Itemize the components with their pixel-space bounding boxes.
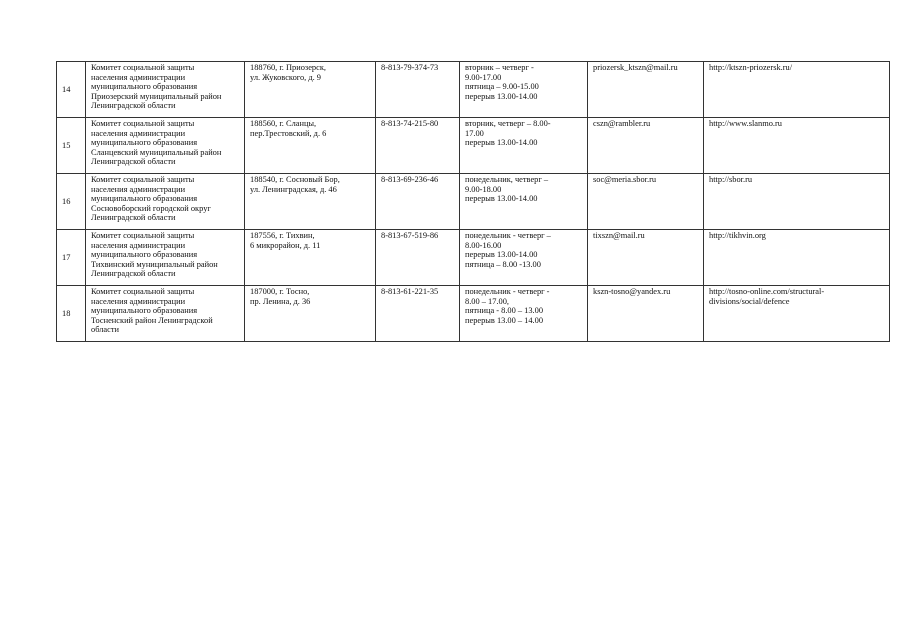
organization-cell-line: муниципального образования <box>91 250 198 260</box>
address-cell <box>245 118 376 174</box>
organization-cell-line: муниципального образования <box>91 306 198 316</box>
phone-cell: 8-813-69-236-46 <box>376 174 460 230</box>
table-row <box>57 230 890 286</box>
phone-cell: 8-813-61-221-35 <box>376 286 460 342</box>
organization-cell-line: населения администрации <box>91 72 186 82</box>
address-cell-line: 187556, г. Тихвин, <box>250 231 315 240</box>
website-cell <box>704 118 890 174</box>
schedule-cell-line: понедельник - четверг - <box>465 287 550 296</box>
table-row <box>57 286 890 342</box>
schedule-cell <box>460 118 588 174</box>
phone-cell: 8-813-79-374-73 <box>376 62 460 118</box>
organization-cell <box>86 174 245 230</box>
website-cell-line: http://www.slanmo.ru <box>709 119 782 128</box>
row-number: 17 <box>57 230 86 286</box>
table-body <box>57 62 890 342</box>
schedule-cell-line: 9.00-17.00 <box>465 72 502 82</box>
organization-cell-line: Комитет социальной защиты <box>91 287 195 296</box>
organization-cell-line: Ленинградской области <box>91 213 176 223</box>
address-cell-line: 6 микрорайон, д. 11 <box>250 240 321 250</box>
organization-cell-line: Комитет социальной защиты <box>91 63 195 72</box>
website-cell <box>704 62 890 118</box>
address-cell-line: пер.Трестовский, д. 6 <box>250 128 327 138</box>
address-cell <box>245 174 376 230</box>
address-cell-line: ул. Жуковского, д. 9 <box>250 72 321 82</box>
organization-cell-line: Ленинградской области <box>91 269 176 279</box>
website-cell-line: http://sbor.ru <box>709 175 753 184</box>
address-cell <box>245 62 376 118</box>
organization-cell-line: Комитет социальной защиты <box>91 119 195 128</box>
schedule-cell-line: пятница - 8.00 – 13.00 <box>465 306 544 316</box>
address-cell-line: пр. Ленина, д. 36 <box>250 296 311 306</box>
organization-cell-line: Тихвинский муниципальный район <box>91 259 218 269</box>
email-cell: tixszn@mail.ru <box>588 230 704 286</box>
address-cell-line: 188560, г. Сланцы, <box>250 119 317 128</box>
website-cell-line: divisions/social/defence <box>709 296 790 306</box>
schedule-cell <box>460 62 588 118</box>
organization-cell-line: Сосновоборский городской округ <box>91 203 211 213</box>
address-cell-line: ул. Ленинградская, д. 46 <box>250 184 337 194</box>
organization-cell <box>86 286 245 342</box>
website-cell-line: http://tikhvin.org <box>709 231 766 240</box>
email-cell: cszn@rambler.ru <box>588 118 704 174</box>
schedule-cell-line: пятница – 8.00 -13.00 <box>465 259 541 269</box>
organization-cell-line: населения администрации <box>91 296 186 306</box>
schedule-cell-line: перерыв 13.00-14.00 <box>465 250 538 260</box>
table-row <box>57 62 890 118</box>
website-cell-line: http://ktszn-priozersk.ru/ <box>709 63 793 72</box>
phone-cell: 8-813-74-215-80 <box>376 118 460 174</box>
schedule-cell-line: перерыв 13.00-14.00 <box>465 91 538 101</box>
schedule-cell <box>460 286 588 342</box>
organization-cell-line: Ленинградской области <box>91 101 176 111</box>
row-number: 18 <box>57 286 86 342</box>
schedule-cell-line: 8.00 – 17.00, <box>465 296 509 306</box>
schedule-cell-line: перерыв 13.00-14.00 <box>465 194 538 204</box>
organization-cell-line: муниципального образования <box>91 194 198 204</box>
address-cell-line: 187000, г. Тосно, <box>250 287 310 296</box>
organization-cell-line: Комитет социальной защиты <box>91 231 195 240</box>
organization-cell-line: Приозерский муниципальный район <box>91 91 222 101</box>
address-cell-line: 188760, г. Приозерск, <box>250 63 326 72</box>
document-page <box>56 61 889 342</box>
email-cell: soc@meria.sbor.ru <box>588 174 704 230</box>
website-cell <box>704 174 890 230</box>
organization-cell-line: муниципального образования <box>91 82 198 92</box>
organization-cell-line: области <box>91 325 119 335</box>
schedule-cell-line: вторник – четверг - <box>465 63 534 72</box>
schedule-cell-line: понедельник - четверг – <box>465 231 551 240</box>
address-cell <box>245 286 376 342</box>
website-cell-line: http://tosno-online.com/structural- <box>709 287 825 296</box>
schedule-cell-line: 8.00-16.00 <box>465 240 502 250</box>
organization-cell <box>86 118 245 174</box>
schedule-cell-line: 17.00 <box>465 128 484 138</box>
row-number: 16 <box>57 174 86 230</box>
schedule-cell-line: понедельник, четверг – <box>465 175 549 184</box>
organization-cell-line: населения администрации <box>91 240 186 250</box>
row-number: 15 <box>57 118 86 174</box>
schedule-cell-line: перерыв 13.00-14.00 <box>465 138 538 148</box>
organization-cell <box>86 62 245 118</box>
email-cell: kszn-tosno@yandex.ru <box>588 286 704 342</box>
organization-cell-line: населения администрации <box>91 128 186 138</box>
table-row <box>57 118 890 174</box>
organization-cell-line: муниципального образования <box>91 138 198 148</box>
address-cell-line: 188540, г. Сосновый Бор, <box>250 175 340 184</box>
organization-cell-line: Сланцевский муниципальный район <box>91 147 222 157</box>
organization-cell-line: Ленинградской области <box>91 157 176 167</box>
schedule-cell <box>460 230 588 286</box>
phone-cell: 8-813-67-519-86 <box>376 230 460 286</box>
organization-cell-line: Комитет социальной защиты <box>91 175 195 184</box>
schedule-cell-line: вторник, четверг – 8.00- <box>465 119 551 128</box>
schedule-cell <box>460 174 588 230</box>
schedule-cell-line: пятница – 9.00-15.00 <box>465 82 539 92</box>
organization-cell <box>86 230 245 286</box>
contacts-table <box>56 61 890 342</box>
email-cell: priozersk_ktszn@mail.ru <box>588 62 704 118</box>
website-cell <box>704 230 890 286</box>
website-cell <box>704 286 890 342</box>
organization-cell-line: населения администрации <box>91 184 186 194</box>
row-number: 14 <box>57 62 86 118</box>
schedule-cell-line: 9.00-18.00 <box>465 184 502 194</box>
table-row <box>57 174 890 230</box>
schedule-cell-line: перерыв 13.00 – 14.00 <box>465 315 544 325</box>
organization-cell-line: Тосненский район Ленинградской <box>91 315 213 325</box>
address-cell <box>245 230 376 286</box>
